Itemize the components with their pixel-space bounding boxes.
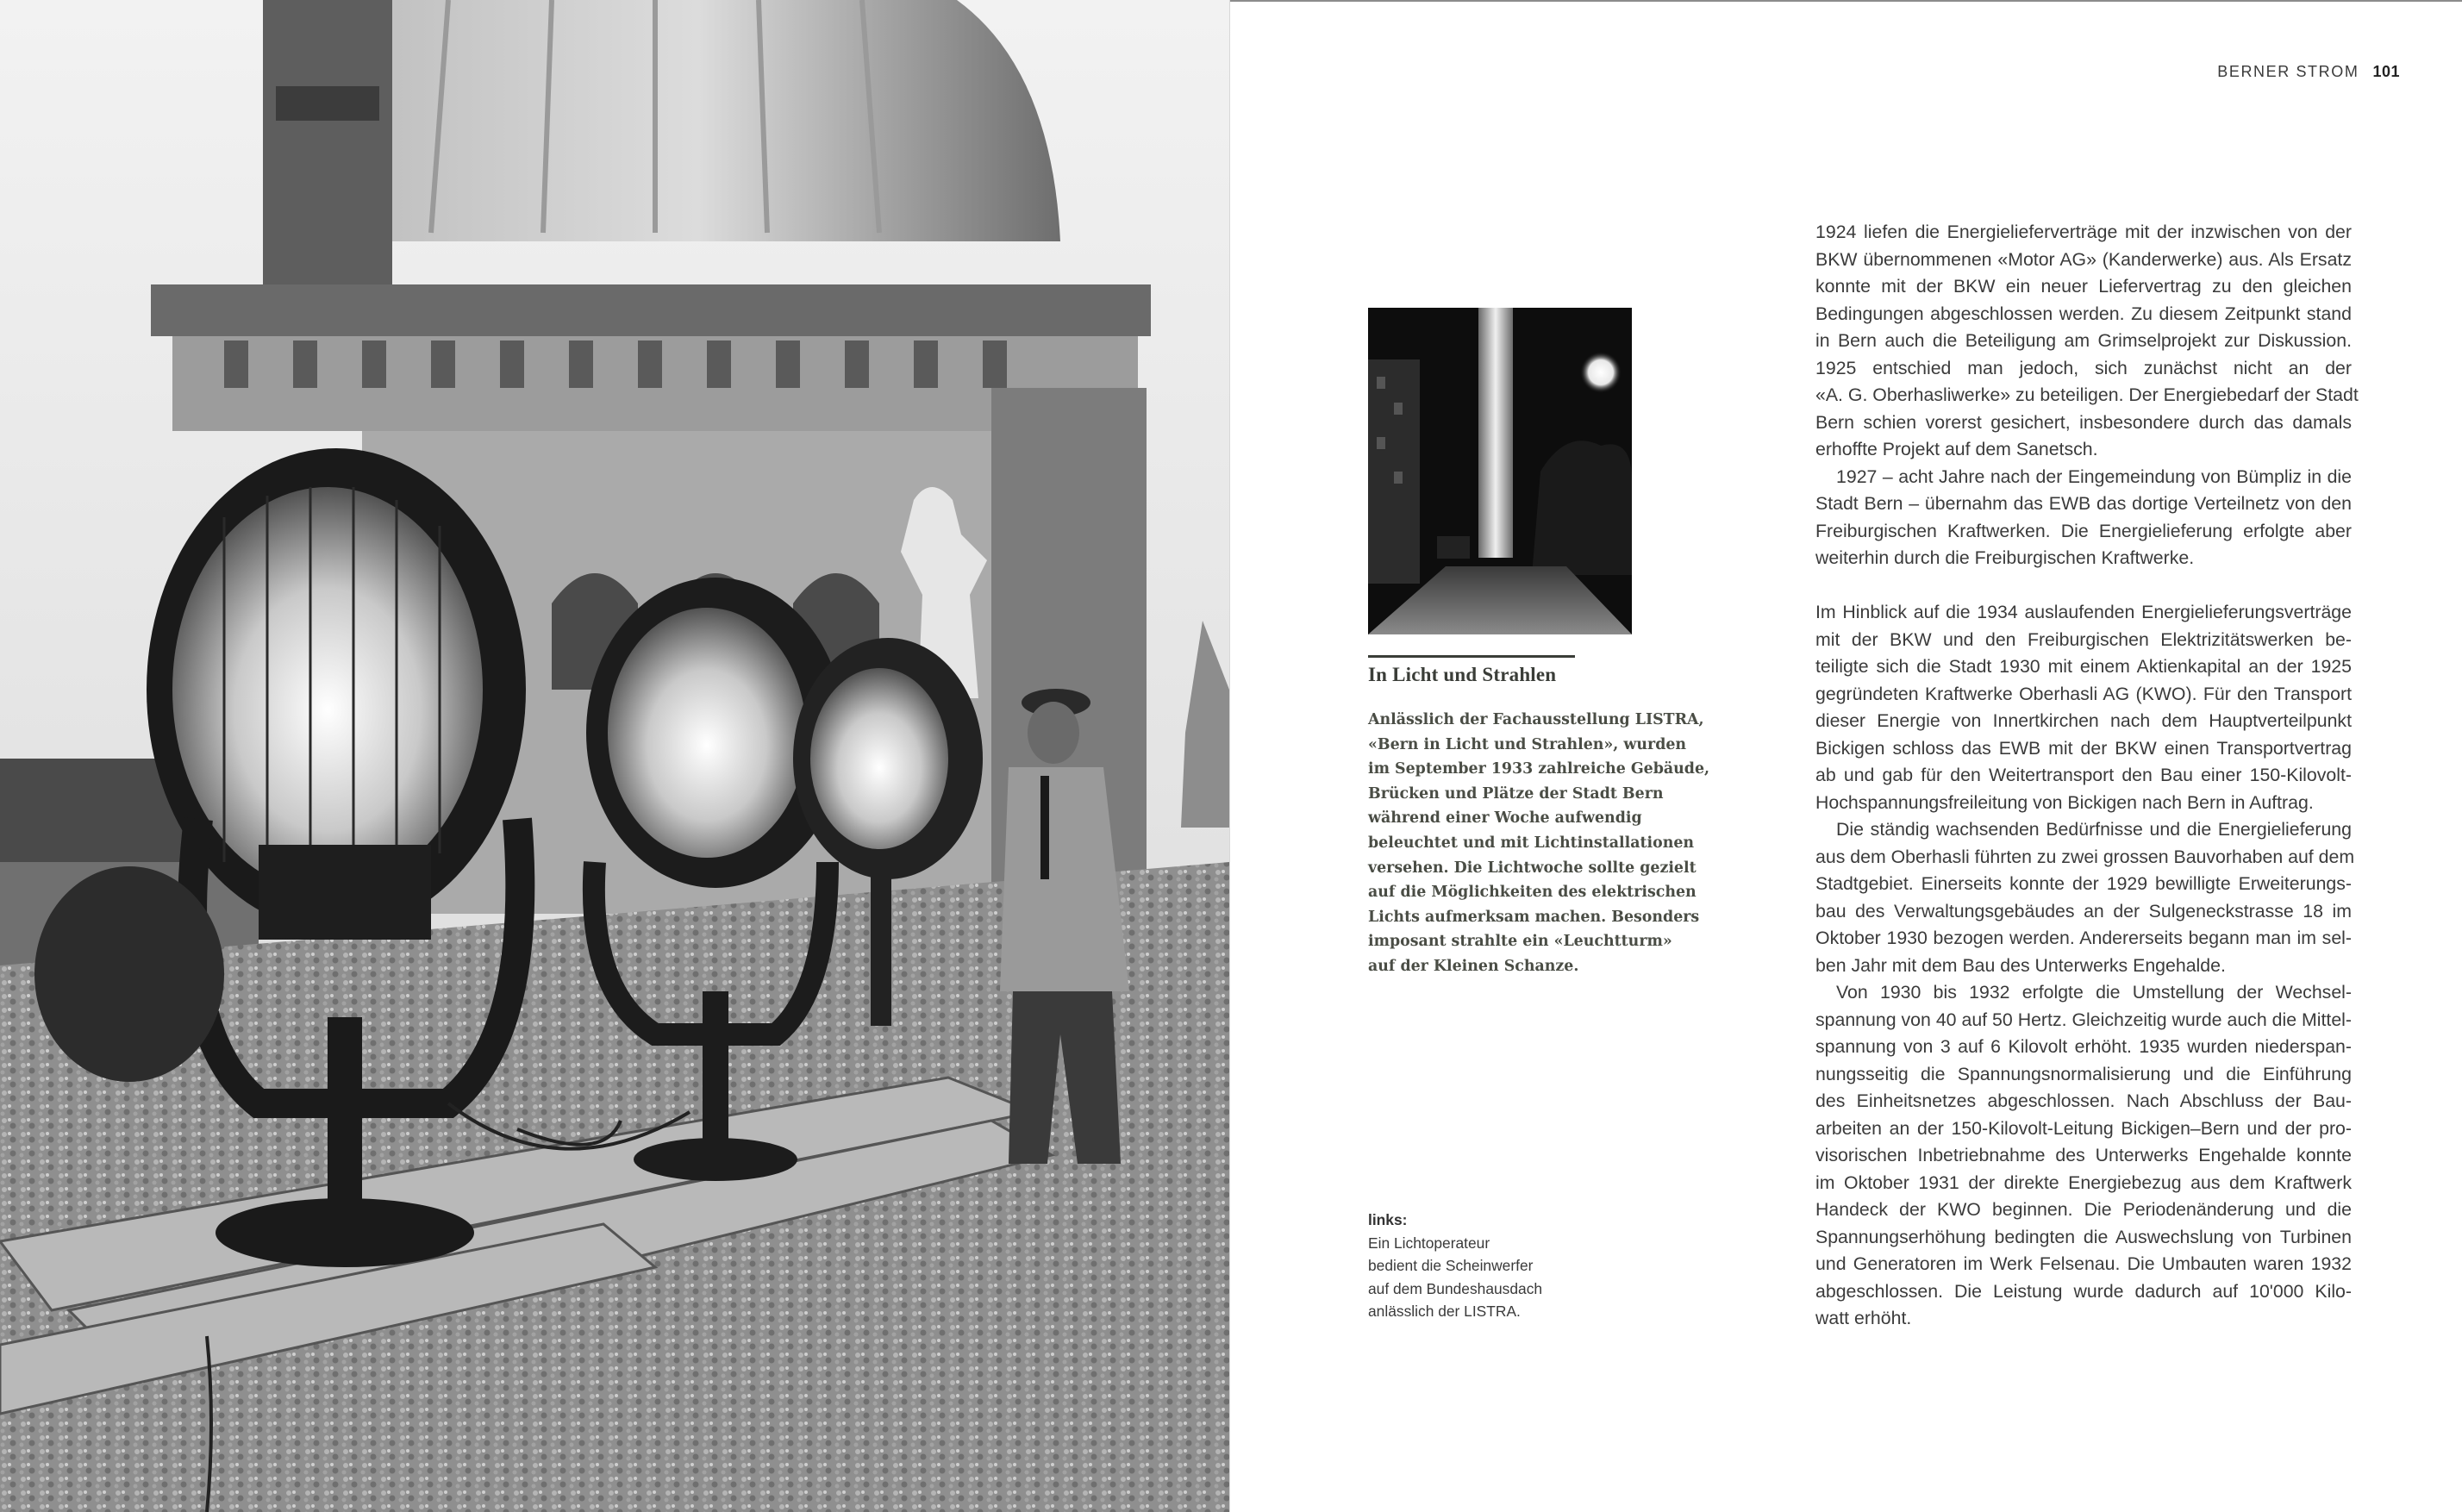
body-line: ben Jahr mit dem Bau des Unterwerks Engehalde. xyxy=(1815,954,2226,976)
illuminated-tower xyxy=(1478,308,1513,558)
body-line: dieser Energie von Innertkirchen nach dem Hauptverteilpunkt xyxy=(1815,710,2352,731)
rooftop-searchlights-photo xyxy=(0,0,1229,1512)
cornice xyxy=(151,284,1151,336)
body-line: Bern schien vorerst gesichert, insbesondere durch das damals xyxy=(1815,411,2352,433)
body-line: Spannungserhöhung bedingten die Auswechslung von Turbinen xyxy=(1815,1226,2352,1247)
body-line: arbeiten an der 150-Kilovolt-Leitung Bickigen–Bern und der pro- xyxy=(1815,1117,2352,1139)
body-line: Freiburgischen Kraftwerken. Die Energielieferung erfolgte aber xyxy=(1815,520,2352,541)
body-line: abgeschlossen. Die Leistung wurde dadurch auf 10'000 Kilo- xyxy=(1815,1280,2352,1302)
body-line: spannung von 3 auf 6 Kilovolt erhöht. 1935 wurden niederspan- xyxy=(1815,1036,2352,1057)
body-line: in Bern auch die Beteiligung am Grimselprojekt zur Diskussion. xyxy=(1815,330,2352,351)
searchlight-small xyxy=(34,866,224,1082)
car xyxy=(1437,536,1470,559)
body-line: weiterhin durch die Freiburgischen Kraftwerke. xyxy=(1815,547,2195,568)
body-line: mit der BKW und den Freiburgischen Elektrizitätswerken be- xyxy=(1815,628,2352,650)
page-top-line xyxy=(1230,0,2462,2)
photo-note-line: auf dem Bundeshausdach xyxy=(1368,1279,1543,1297)
body-line: Von 1930 bis 1932 erfolgte die Umstellung der Wechsel- xyxy=(1836,982,2352,1003)
body-line: Stadtgebiet. Einerseits konnte der 1929 bewilligte Erweiterungs- xyxy=(1815,873,2352,894)
caption-line: auf die Möglichkeiten des elektrischen xyxy=(1368,884,1697,902)
body-line: Stadt Bern – übernahm das EWB das dortige Verteilnetz von den xyxy=(1815,493,2352,514)
body-line: nungsseitig die Spannungsnormalisierung und die Einführung xyxy=(1815,1063,2352,1084)
body-line: teiligte sich die Stadt 1930 mit einem Aktienkapital an der 1925 xyxy=(1815,656,2352,677)
caption-line: auf der Kleinen Schanze. xyxy=(1368,957,1579,975)
body-line: 1925 entschied man jedoch, sich zunächst nicht an der xyxy=(1815,357,2352,378)
corner-tower xyxy=(263,0,392,328)
body-line: Die ständig wachsenden Bedürfnisse und die Energielieferung xyxy=(1836,819,2352,840)
caption-line: «Bern in Licht und Strahlen», wurden xyxy=(1368,735,1687,753)
body-line: konnte mit der BKW ein neuer Liefervertrag zu den gleichen xyxy=(1815,276,2352,297)
photo-note-line: anlässlich der LISTRA. xyxy=(1368,1303,1521,1320)
body-line: 1927 – acht Jahre nach der Eingemeindung von Bümpliz in die xyxy=(1836,465,2352,487)
body-line: Im Hinblick auf die 1934 auslaufenden Energielieferungsverträge xyxy=(1815,602,2352,622)
caption-line: Lichts aufmerksam machen. Besonders xyxy=(1368,908,1700,926)
caption-title: In Licht und Strahlen xyxy=(1368,664,1557,685)
caption-text xyxy=(1368,708,1730,979)
body-line: Oktober 1930 bezogen werden. Andererseits begann man im sel- xyxy=(1815,928,2352,948)
body-line: BKW übernommenen «Motor AG» (Kanderwerke) aus. Als Ersatz xyxy=(1815,248,2352,270)
caption-line: im September 1933 zahlreiche Gebäude, xyxy=(1368,760,1710,778)
moon-light xyxy=(1580,352,1622,393)
body-text xyxy=(1815,219,2359,1333)
photo-note xyxy=(1368,1209,1627,1323)
body-line: des Einheitsnetzes abgeschlossen. Nach Abschluss der Bau- xyxy=(1815,1090,2352,1111)
caption-rule xyxy=(1368,655,1575,658)
body-line: Bickigen schloss das EWB mit der BKW einen Transportvertrag xyxy=(1815,737,2352,759)
paragraph-gap xyxy=(1815,572,2352,600)
section-title: BERNER STROM xyxy=(2217,63,2359,80)
body-line: erhoffte Projekt auf dem Sanetsch. xyxy=(1815,439,2098,459)
caption-line: Brücken und Plätze der Stadt Bern xyxy=(1368,784,1664,803)
page-number: 101 xyxy=(2372,63,2400,80)
body-line: Hochspannungsfreileitung von Bickigen nach Bern in Auftrag. xyxy=(1815,791,2314,813)
caption-line: imposant strahlte ein «Leuchtturm» xyxy=(1368,933,1672,951)
photo-note-line: Ein Lichtoperateur xyxy=(1368,1234,1490,1252)
body-line: im Oktober 1931 der direkte Energiebezug aus dem Kraftwerk xyxy=(1815,1171,2352,1193)
body-line: spannung von 40 auf 50 Hertz. Gleichzeitig wurde auch die Mittel- xyxy=(1815,1009,2352,1030)
caption-line: während einer Woche aufwendig xyxy=(1368,809,1642,828)
photo-note-line: bedient die Scheinwerfer xyxy=(1368,1257,1534,1274)
body-line: aus dem Oberhasli führten zu zwei grossen Bauvorhaben auf dem xyxy=(1815,846,2355,867)
body-line: Handeck der KWO beginnen. Die Periodenänderung und die xyxy=(1815,1199,2352,1220)
body-line: und Generatoren im Werk Felsenau. Die Umbauten waren 1932 xyxy=(1815,1253,2352,1274)
page-gutter xyxy=(1229,0,1230,1512)
lighthouse-night-photo xyxy=(1368,308,1632,634)
body-line: visorischen Inbetriebnahme des Unterwerks Engehalde konnte xyxy=(1815,1145,2352,1165)
body-line: watt erhöht. xyxy=(1815,1308,1912,1328)
body-line: Bedingungen abgeschlossen werden. Zu diesem Zeitpunkt stand xyxy=(1815,303,2352,324)
body-line: gegründeten Kraftwerke Oberhasli AG (KWO). Für den Transport xyxy=(1815,683,2352,704)
body-line: ab und gab für den Weitertransport den Bau einer 150-Kilovolt- xyxy=(1815,765,2352,785)
body-line: bau des Verwaltungsgebäudes an der Sulgeneckstrasse 18 im xyxy=(1815,900,2352,922)
body-line: 1924 liefen die Energielieferverträge mit der inzwischen von der xyxy=(1815,222,2352,242)
body-line: «A. G. Oberhasliwerke» zu beteiligen. Der Energiebedarf der Stadt xyxy=(1815,384,2359,405)
caption-line: beleuchtet und mit Lichtinstallationen xyxy=(1368,834,1695,852)
running-head xyxy=(2217,63,2400,81)
caption-line: Anlässlich der Fachausstellung LISTRA, xyxy=(1368,711,1704,728)
caption-line: versehen. Die Lichtwoche sollte gezielt xyxy=(1368,859,1697,877)
photo-note-label: links: xyxy=(1368,1211,1408,1228)
